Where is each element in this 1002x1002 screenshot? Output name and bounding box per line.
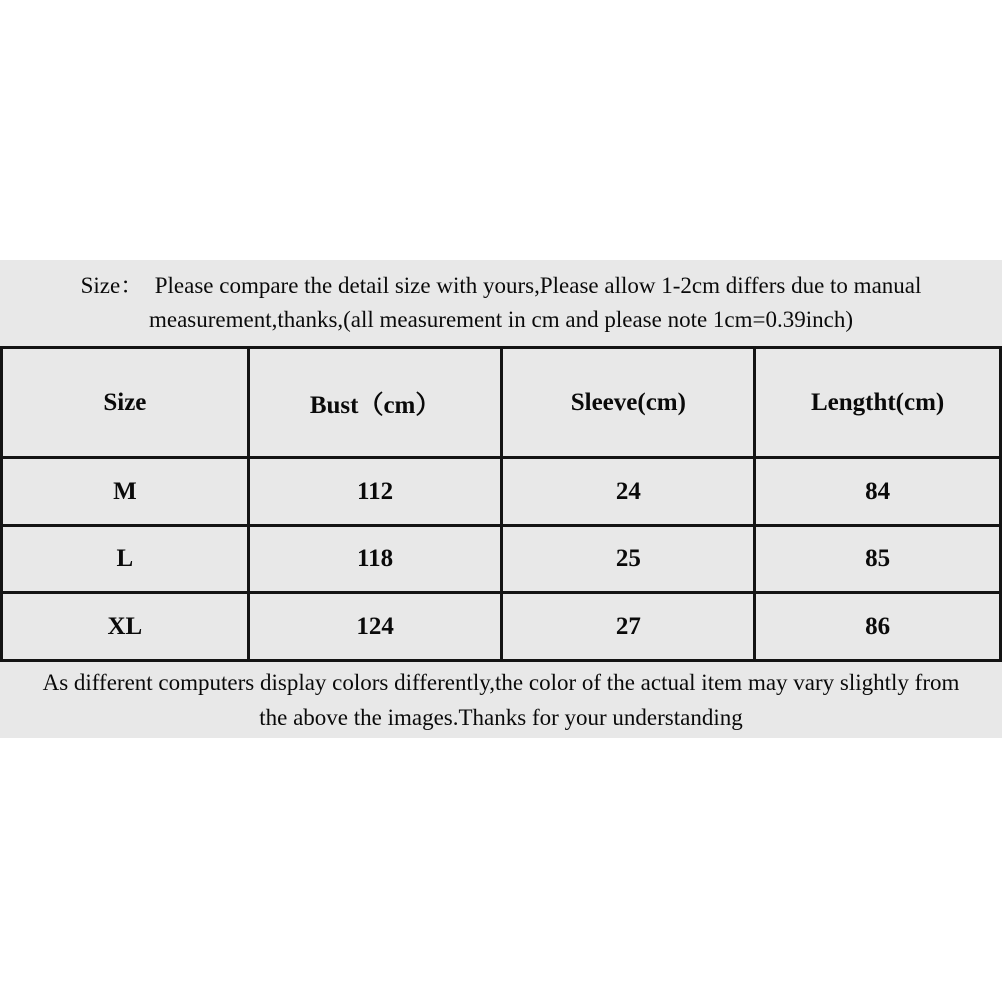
sleeve-cell: 24	[502, 458, 755, 526]
measurement-note-line-2: measurement,thanks,(all measurement in cm and please note 1cm=0.39inch)	[148, 307, 853, 332]
color-disclaimer-line-1: As different computers display colors differently,the color of the actual item may vary slightly from	[42, 670, 960, 695]
bust-cell: 112	[248, 458, 502, 526]
sleeve-cell: 25	[502, 525, 755, 593]
size-cell: XL	[2, 593, 249, 661]
measurement-note	[0, 260, 1002, 346]
color-disclaimer-line-2: the above the images.Thanks for your understanding	[259, 705, 743, 730]
length-cell: 85	[755, 525, 1001, 593]
sleeve-cell: 27	[502, 593, 755, 661]
column-header-sleeve: Sleeve(cm)	[502, 348, 755, 458]
table-row-l	[2, 525, 1001, 593]
size-cell: M	[2, 458, 249, 526]
measurement-note-line-1: Size： Please compare the detail size with yours,Please allow 1-2cm differs due to manual	[80, 273, 922, 298]
length-cell: 86	[755, 593, 1001, 661]
table-row-xl	[2, 593, 1001, 661]
size-chart-panel	[0, 260, 1002, 738]
bust-cell: 118	[248, 525, 502, 593]
table-row-m	[2, 458, 1001, 526]
column-header-length: Lengtht(cm)	[755, 348, 1001, 458]
column-header-size: Size	[2, 348, 249, 458]
column-header-bust: Bust（cm）	[248, 348, 502, 458]
size-table-header-row	[2, 348, 1001, 458]
size-table	[0, 346, 1002, 662]
color-disclaimer	[0, 662, 1002, 738]
size-cell: L	[2, 525, 249, 593]
bust-cell: 124	[248, 593, 502, 661]
length-cell: 84	[755, 458, 1001, 526]
